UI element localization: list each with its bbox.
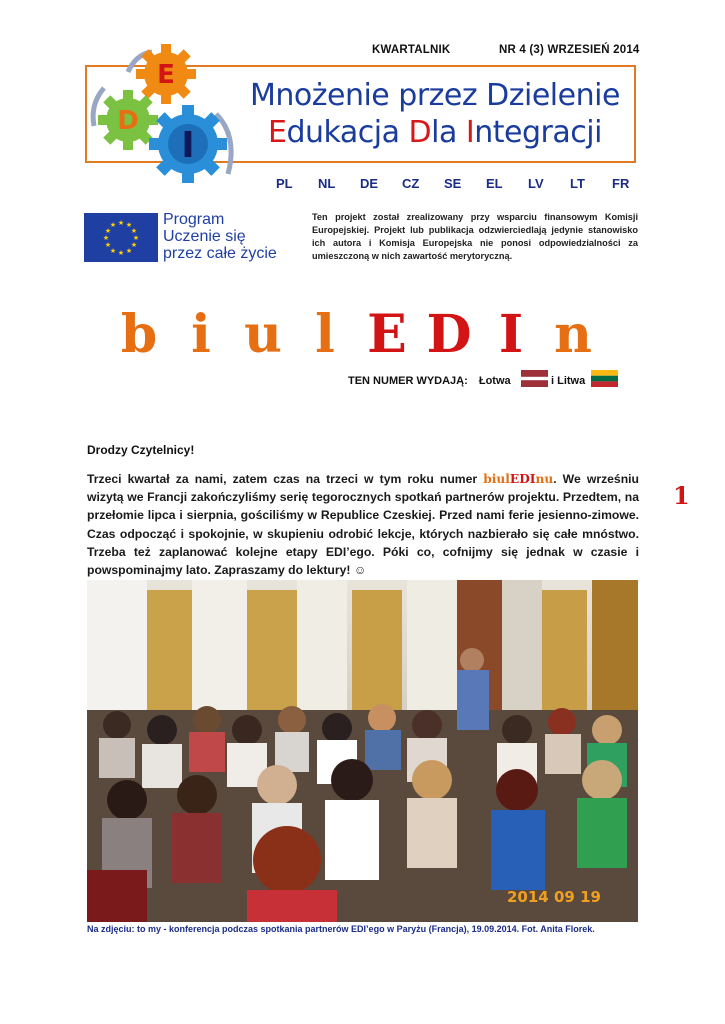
latvia-flag-icon <box>521 370 548 387</box>
edi-gears-logo <box>88 44 248 194</box>
lang-lt[interactable]: LT <box>570 176 585 191</box>
svg-text:★: ★ <box>104 227 112 235</box>
eu-flag-icon <box>84 213 158 262</box>
gear-letter-d: D <box>117 106 139 136</box>
lang-fr[interactable]: FR <box>612 176 630 191</box>
svg-text:★: ★ <box>117 219 125 227</box>
intro-paragraph: Trzeci kwartał za nami, zatem czas na trzeci w tym roku numer biulEDInu. We wrześniu wizytą we Francji zakończyliśmy serię tegorocznych spotkań partnerów projektu. Przedtem, na przełomie lipca i sierpnia, gościliśmy w Republice Czeskiej. Przed nami ferie jesienno-zimowe. Czas odpocząć i spokojnie, w skupieniu odrobić lekcje, których nazbierało się całe mnóstwo. Trzeba też zaplanować kolejne etapy EDI’ego. Póki co, cofnijmy się jednak w czasie i powspominajmy lato. Zapraszamy do lektury! ☺ <box>87 472 639 578</box>
lang-pl[interactable]: PL <box>276 176 293 191</box>
svg-text:★: ★ <box>130 227 138 235</box>
gear-letter-i: I <box>181 125 195 166</box>
svg-text:★: ★ <box>132 234 140 242</box>
lang-lv[interactable]: LV <box>528 176 544 191</box>
program-label: Program Uczenie się przez całe życie <box>163 211 277 262</box>
lithuania-flag-icon <box>591 370 618 387</box>
svg-text:★: ★ <box>125 221 133 229</box>
photo-date-stamp: 2014 09 19 <box>507 888 601 906</box>
svg-text:★: ★ <box>125 247 133 255</box>
newsletter-title: b i u l E D I n <box>120 304 592 365</box>
country-lithuania: i Litwa <box>551 375 586 387</box>
language-list <box>276 176 654 191</box>
issued-by-label: TEN NUMER WYDAJĄ: <box>348 375 468 387</box>
greeting: Drodzy Czytelnicy! <box>87 443 195 457</box>
svg-text:★: ★ <box>102 234 110 242</box>
lang-nl[interactable]: NL <box>318 176 336 191</box>
svg-text:★: ★ <box>109 221 117 229</box>
issue-number: NR 4 (3) WRZESIEŃ 2014 <box>499 44 640 56</box>
issued-by <box>348 375 511 387</box>
brand-inline: biulEDInu <box>483 472 554 486</box>
lang-de[interactable]: DE <box>360 176 379 191</box>
publication-type: KWARTALNIK <box>372 44 451 56</box>
svg-text:★: ★ <box>109 247 117 255</box>
photo-caption: Na zdjęciu: to my - konferencja podczas spotkania partnerów EDI’ego w Paryżu (Francja), 19.09.2014. Fot. Anita Florek. <box>87 924 595 934</box>
logo-title-line1: Mnożenie przez Dzielenie <box>250 78 620 113</box>
svg-text:★: ★ <box>104 241 112 249</box>
logo-title-line2: Edukacja Dla Integracji <box>268 115 602 150</box>
country-latvia: Łotwa <box>478 375 511 387</box>
svg-text:★: ★ <box>130 241 138 249</box>
lang-se[interactable]: SE <box>444 176 462 191</box>
eu-disclaimer: Ten projekt został zrealizowany przy wsparciu finansowym Komisji Europejskiej. Projekt lub publikacja odzwierciedlają jedynie stanowisko ich autora i Komisja Europejska nie ponosi odpowiedzialności za umieszczoną w nich zawartość merytoryczną. <box>312 212 638 261</box>
lang-el[interactable]: EL <box>486 176 503 191</box>
gear-letter-e: E <box>157 60 175 90</box>
lang-cz[interactable]: CZ <box>402 176 420 191</box>
page-number: 1 <box>673 481 690 510</box>
conference-photo <box>87 580 638 922</box>
svg-text:★: ★ <box>117 249 125 257</box>
